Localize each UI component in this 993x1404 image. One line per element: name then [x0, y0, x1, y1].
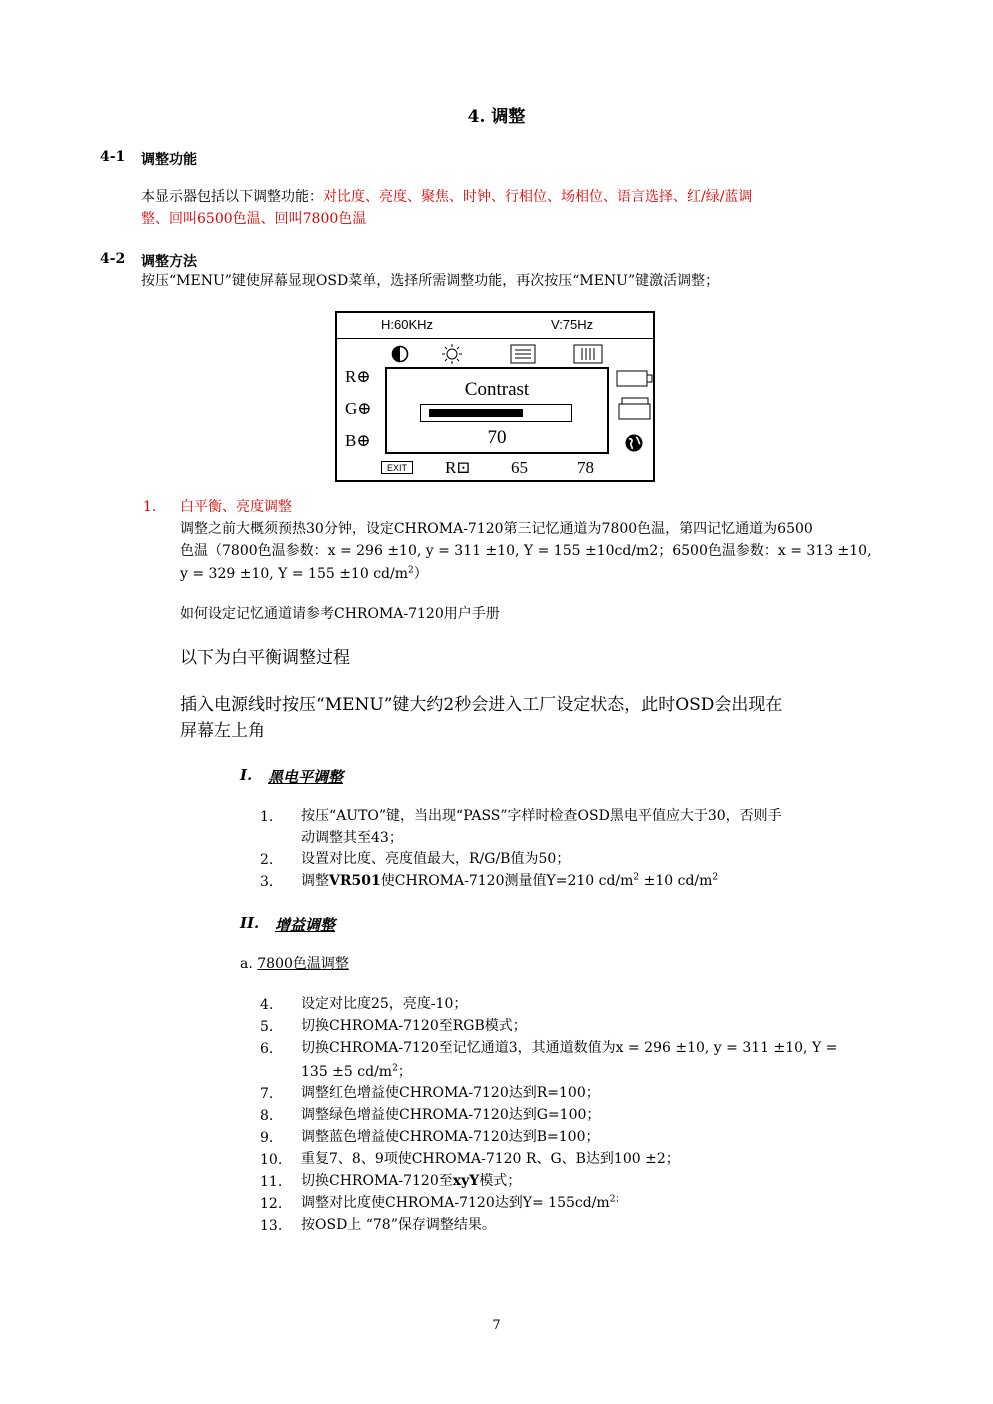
- step-text: 调整绿色增益使CHROMA-7120达到G=100；: [301, 1107, 601, 1123]
- step-number: 12.: [260, 1196, 283, 1212]
- level-bar: [420, 404, 572, 422]
- green-label: G⊕: [345, 399, 372, 418]
- subsection-title: 黑电平调整: [268, 768, 344, 786]
- section-number: 4-2: [100, 251, 126, 267]
- step-number: 8.: [260, 1108, 274, 1124]
- intro-features-cont: 整、回叫6500色温、回叫7800色温: [141, 211, 367, 227]
- contrast-icon: [391, 345, 409, 363]
- text-line: 色温（7800色温参数：x = 296 ±10, y = 311 ±10, Y = 155 ±10cd/m2；6500色温参数：x = 313 ±10,: [180, 543, 872, 559]
- window-icon: [618, 397, 652, 421]
- text-line: 按压“AUTO”键，当出现“PASS”字样时检查OSD黑电平值应大于30，否则手: [301, 808, 782, 824]
- section-title: 调整功能: [141, 152, 197, 168]
- text-part: ±10 cd/m: [639, 873, 713, 889]
- text-part: 使CHROMA-7120测量值Y=210 cd/m: [380, 873, 634, 889]
- intro-features: 对比度、亮度、聚焦、时钟、行相位、场相位、语言选择、红/绿/蓝调: [323, 189, 753, 205]
- superscript: 2: [712, 872, 719, 883]
- item-number: 1.: [143, 499, 157, 515]
- recall-65: 65: [511, 458, 528, 477]
- text-part: 切换CHROMA-7120至: [301, 1173, 453, 1189]
- text-line: 切换CHROMA-7120至记忆通道3，其通道数值为x = 296 ±10, y = 311 ±10, Y =: [301, 1040, 838, 1056]
- level-bar-fill: [429, 409, 523, 417]
- text-bold: VR501: [329, 873, 381, 889]
- section-number: 4-1: [100, 149, 126, 165]
- step-number: 4.: [260, 997, 274, 1013]
- superscript: 2: [633, 872, 640, 883]
- process-heading: 以下为白平衡调整过程: [180, 648, 350, 668]
- text-line: 调整之前大概须预热30分钟，设定CHROMA-7120第三记忆通道为7800色温，第四记忆通道为6500: [180, 521, 813, 537]
- step-text: [301, 1037, 901, 1083]
- subsection-roman: II.: [240, 914, 260, 932]
- divider: [337, 338, 653, 339]
- factory-mode-paragraph: [180, 692, 910, 744]
- step-text: 按OSD上 “78”保存调整结果。: [301, 1217, 496, 1233]
- text-bold: xyY: [452, 1173, 480, 1189]
- color-temp-subhead: [240, 953, 349, 975]
- exit-button-icon: EXIT: [381, 461, 413, 474]
- sub-title: 7800色温调整: [257, 956, 349, 972]
- h-frequency: H:60KHz: [381, 317, 434, 332]
- step-text: [301, 870, 718, 892]
- superscript: 2；: [609, 1194, 625, 1205]
- step-number: 9.: [260, 1130, 274, 1146]
- intro-prefix: 本显示器包括以下调整功能：: [141, 189, 323, 205]
- position-icon: [510, 344, 536, 364]
- step-text: 重复7、8、9项使CHROMA-7120 R、G、B达到100 ±2；: [301, 1151, 680, 1167]
- page-title: 4. 调整: [467, 107, 526, 127]
- step-text: 设置对比度、亮度值最大，R/G/B值为50；: [301, 851, 571, 867]
- step-number: 2.: [260, 852, 274, 868]
- text-line: y = 329 ±10, Y = 155 ±10 cd/m: [180, 566, 408, 582]
- text-part: 调整对比度使CHROMA-7120达到Y= 155cd/m: [301, 1195, 610, 1211]
- adjust-label: Contrast: [464, 379, 530, 400]
- monitor-icon: [616, 370, 654, 388]
- step-number: 7.: [260, 1086, 274, 1102]
- item-title: 白平衡、亮度调整: [180, 499, 292, 515]
- superscript: 2: [392, 1063, 398, 1074]
- text-line: 动调整其至43；: [301, 830, 403, 846]
- recall-78: 78: [577, 458, 594, 477]
- text-part: 调整: [301, 873, 329, 889]
- brightness-icon: [441, 343, 463, 365]
- blue-label: B⊕: [345, 431, 371, 450]
- step-number: 11.: [260, 1174, 283, 1190]
- page-number: 7: [492, 1318, 501, 1333]
- text-line: 屏幕左上角: [180, 721, 265, 741]
- step-text: [301, 805, 901, 849]
- red-label: R⊕: [345, 367, 371, 386]
- sub-prefix: a.: [240, 956, 258, 972]
- step-number: 10.: [260, 1152, 283, 1168]
- step-number: 1.: [260, 809, 274, 825]
- step-text: [301, 1170, 521, 1192]
- section-desc: 按压“MENU”键使屏幕显现OSD菜单，选择所需调整功能，再次按压“MENU”键激活调整；: [141, 273, 720, 289]
- text-part: ；: [397, 1064, 412, 1080]
- reference-note: 如何设定记忆通道请参考CHROMA-7120用户手册: [180, 606, 500, 622]
- superscript: 2: [408, 565, 414, 576]
- subsection-roman: I.: [240, 766, 253, 784]
- step-text: 设定对比度25，亮度-10；: [301, 996, 468, 1012]
- recall-r-label: R⊡: [445, 458, 471, 477]
- preheat-paragraph: [180, 518, 910, 585]
- section-title: 调整方法: [141, 254, 197, 270]
- step-text: [301, 1192, 624, 1214]
- text-line-end: ）: [413, 566, 428, 582]
- globe-icon: [624, 433, 644, 453]
- step-number: 3.: [260, 874, 274, 890]
- step-text: 切换CHROMA-7120至RGB模式；: [301, 1018, 527, 1034]
- v-frequency: V:75Hz: [551, 317, 594, 332]
- text-part: 135 ±5 cd/m: [301, 1064, 393, 1080]
- step-number: 6.: [260, 1041, 274, 1057]
- section-intro: [141, 186, 901, 230]
- step-number: 5.: [260, 1019, 274, 1035]
- subsection-title: 增益调整: [275, 916, 336, 934]
- adjust-value: 70: [487, 427, 507, 448]
- size-icon: [573, 344, 603, 364]
- adjust-panel: [385, 367, 609, 454]
- osd-menu-diagram: [335, 311, 655, 482]
- text-part: 模式；: [479, 1173, 522, 1189]
- step-text: 调整红色增益使CHROMA-7120达到R=100；: [301, 1085, 600, 1101]
- step-text: 调整蓝色增益使CHROMA-7120达到B=100；: [301, 1129, 600, 1145]
- text-line: 插入电源线时按压“MENU”键大约2秒会进入工厂设定状态，此时OSD会出现在: [180, 695, 783, 715]
- step-number: 13.: [260, 1218, 283, 1234]
